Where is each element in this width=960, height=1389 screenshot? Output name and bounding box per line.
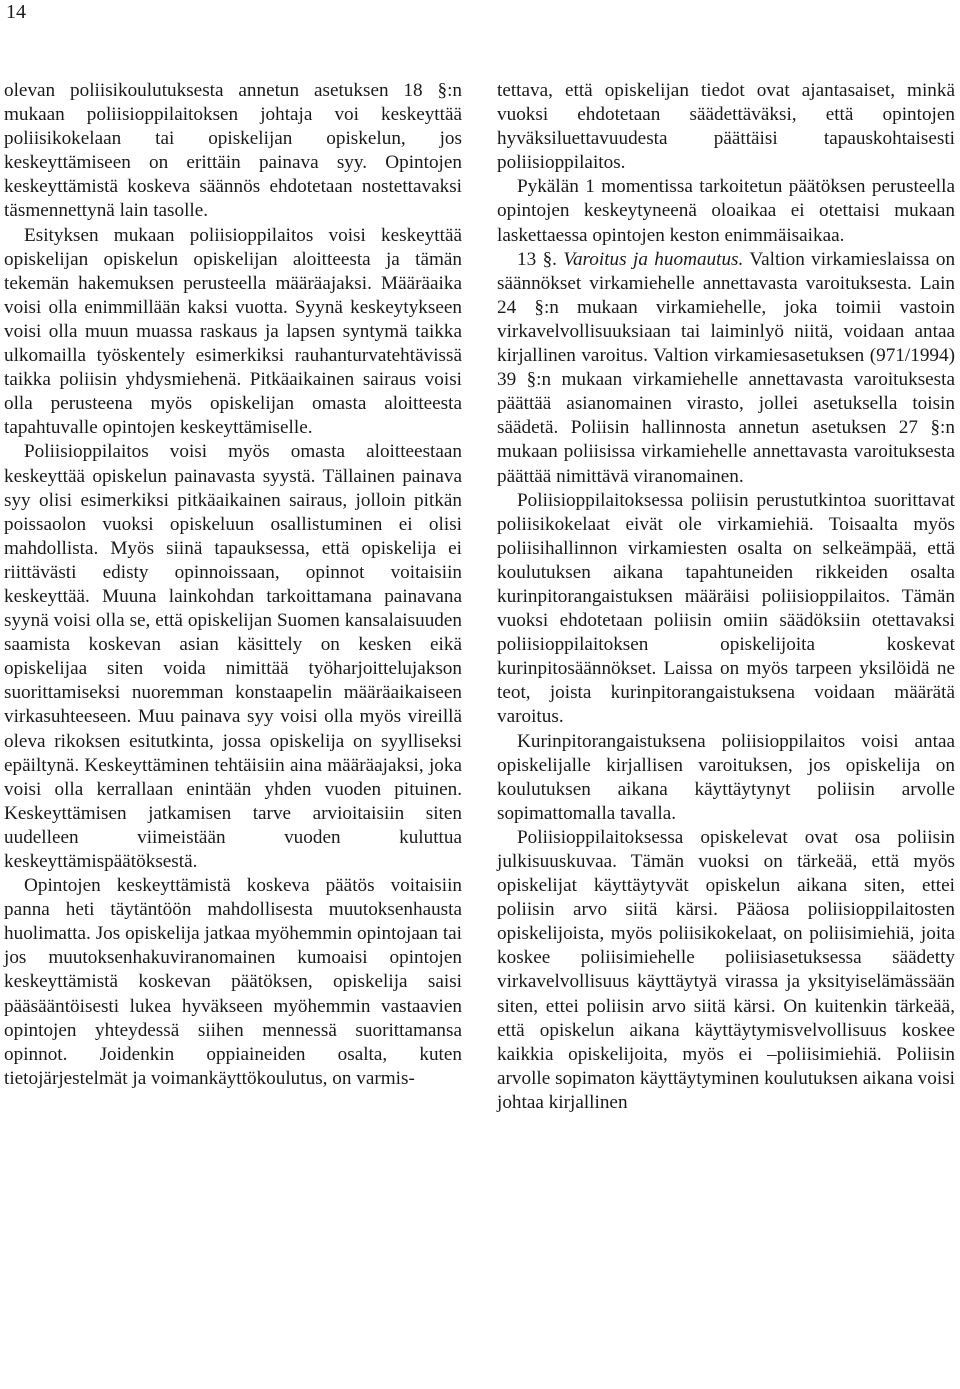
paragraph: Poliisioppilaitos voisi myös omasta aloitteestaan keskeyttää opiskelun painavasta syystä. Tällainen painava syy olisi esimerkiksi pitkäaikainen sairaus, jolloin pitkän poissaolon vuoksi opiskeluun osallistuminen ei olisi mahdollista. Myös siinä tapauksessa, että opiskelija ei riittävästi edisty opinnoissaan, opinnot voitaisiin keskeyttää. Muuna lainkohdan tarkoittamana painavana syynä voisi olla se, että opiskelijan Suomen kansalaisuuden saamista koskevan asian käsittely on kesken eikä opiskelijaa siten voida nimittää työharjoittelujakson suorittamiseksi nuoremman konstaapelin määräaikaiseen virkasuhteeseen. Muu painava syy voisi olla myös vireillä oleva rikoksen esitutkinta, jossa opiskelija on syylliseksi epäiltynä. Keskeyttäminen tehtäisiin aina määräajaksi, joka voisi olla kerrallaan enintään yhden vuoden pituinen. Keskeyttämisen jatkamisen tarve arvioitaisiin siten uudelleen viimeistään vuoden kuluttua keskeyttämispäätöksestä. [4,441,462,872]
paragraph: Poliisioppilaitoksessa poliisin perustutkintoa suorittavat poliisikokelaat eivät ole virkamiehiä. Toisaalta myös poliisihallinnon virkamiesten osalta on selkeämpää, että koulutuksen aikana tapahtuneiden rikkeiden osalta kurinpitorangaistuksen määräisi poliisioppilaitos. Tämän vuoksi ehdotetaan poliisin omiin säädöksiin otettavaksi poliisioppilaitoksen opiskelijoita koskevat kurinpitosäännökset. Laissa on myös tarpeen yksilöidä ne teot, joista kurinpitorangaistuksena voidaan määrätä varoitus. [497,489,955,728]
paragraph: Poliisioppilaitoksessa opiskelevat ovat osa poliisin julkisuuskuvaa. Tämän vuoksi on tärkeää, että myös opiskelijat käyttäytyvät opiskelun aikana siten, ettei poliisin arvo siitä kärsi. Pääosa poliisioppilaitosten opiskelijoista, myös poliisikokelaat, on poliisimiehiä, joita koskee poliisimiehelle poliisiasetuksessa säädetty virkavelvollisuus käyttäytyä virassa ja yksityiselämässään siten, ettei poliisin arvo siitä kärsi. On kuitenkin tärkeää, että opiskelun aikana käyttäytymisvelvollisuus koskee kaikkia opiskelijoita, myös ei –poliisimiehiä. Poliisin arvolle sopimaton käyttäytyminen koulutuksen aikana voisi johtaa kirjallinen [497,826,955,1113]
page-number: 14 [6,1,26,23]
paragraph: olevan poliisikoulutuksesta annetun asetuksen 18 §:n mukaan poliisioppilaitoksen johtaja voi keskeyttää poliisikokelaan tai opiskelijan opiskelun, jos keskeyttämiseen on erittäin painava syy. Opintojen keskeyttämistä koskeva säännös ehdotetaan nostettavaksi täsmennettynä lain tasolle. [4,80,462,222]
right-column [497,79,955,1115]
paragraph: Opintojen keskeyttämistä koskeva päätös voitaisiin panna heti täytäntöön mahdollisesta muutoksenhausta huolimatta. Jos opiskelija jatkaa myöhemmin opintojaan tai jos muutoksenhakuviranomainen kumoaisi opintojen keskeyttämistä koskevan päätöksen, opiskelija saisi pääsääntöisesti lukea hyväkseen myöhemmin vastaavien opintojen yhteydessä siihen mennessä suorittamansa opinnot. Joidenkin oppiaineiden osalta, kuten tietojärjestelmät ja voimankäyttökoulutus, on varmis- [4,875,462,1089]
left-column [4,79,462,1091]
paragraph: Kurinpitorangaistuksena poliisioppilaitos voisi antaa opiskelijalle kirjallisen varoituksen, jos opiskelija on koulutuksen aikana käyttäytynyt poliisin arvolle sopimattomalla tavalla. [497,730,955,824]
section-heading: Varoitus ja huomautus. [563,248,744,270]
paragraph: Pykälän 1 momentissa tarkoitetun päätöksen perusteella opintojen keskeytyneenä oloaikaa ei otettaisi mukaan laskettaessa opintojen keston enimmäisaikaa. [497,176,955,246]
paragraph: tettava, että opiskelijan tiedot ovat ajantasaiset, minkä vuoksi ehdotetaan säädettäväksi, että opintojen hyväksiluettavuudesta päättäisi tapauskohtaisesti poliisioppilaitos. [497,80,955,174]
section-number: 13 §. [517,248,557,270]
section-text: Valtion virkamieslaissa on säännökset virkamiehelle annettavasta varoituksesta. Lain 24 §:n mukaan virkamiehelle, joka toimii vastoin virkavelvollisuuksiaan tai laiminlyö niitä, voidaan antaa kirjallinen varoitus. Valtion virkamiesasetuksen (971/1994) 39 §:n mukaan virkamiehelle annettavasta varoituksesta päättää asianomainen virasto, jollei asetuksella toisin säädetä. Poliisin hallinnosta annetun asetuksen 27 §:n mukaan poliisissa virkamiehelle annettavasta varoituksesta päättää nimittävä viranomainen. [497,248,956,487]
section-paragraph [497,248,955,489]
paragraph: Esityksen mukaan poliisioppilaitos voisi keskeyttää opiskelijan opiskelun opiskelijan aloitteesta ja tämän tekemän hakemuksen perusteella määräajaksi. Määräaika voisi olla enimmillään kaksi vuotta. Syynä keskeytykseen voisi olla muun muassa raskaus ja lapsen syntymä taikka ulkomailla työskentely esimerkiksi rauhanturvatehtävissä taikka poliisin yhdysmiehenä. Pitkäaikainen sairaus voisi olla perusteena myös opiskelijan omasta aloitteesta tapahtuvalle opintojen keskeyttämiselle. [4,224,462,439]
